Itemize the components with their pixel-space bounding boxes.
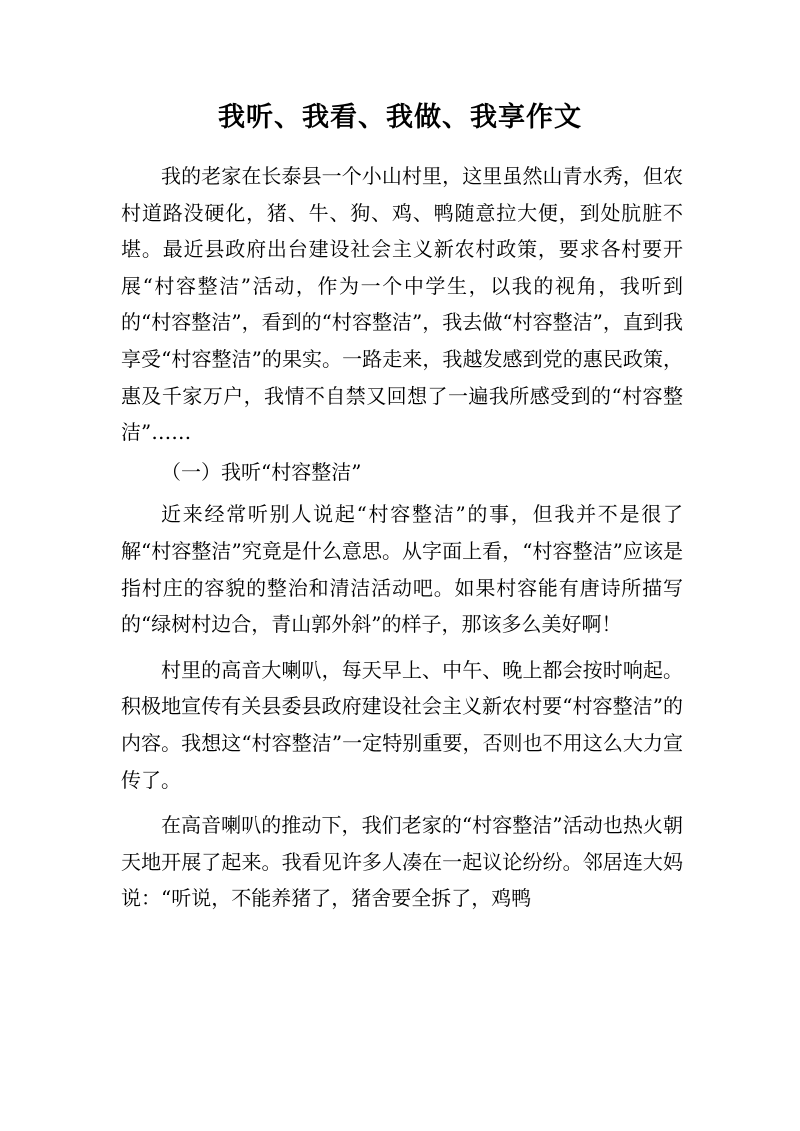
- section-heading: （一）我听“村容整洁”: [161, 459, 362, 484]
- body-paragraph-3: 在高音喇叭的推动下，我们老家的“村容整洁”活动也热火朝天地开展了起来。我看见许多人凑在一起议论纷纷。邻居连大妈说：“听说，不能养猪了，猪舍要全拆了，鸡鸭: [121, 813, 683, 911]
- intro-paragraph: 我的老家在长泰县一个小山村里，这里虽然山青水秀，但农村道路没硬化，猪、牛、狗、鸡、鸭随意拉大便，到处肮脏不堪。最近县政府出台建设社会主义新农村政策，要求各村要开展“村容整洁”活动，作为一个中学生，以我的视角，我听到的“村容整洁”，看到的“村容整洁”，我去做“村容整洁”，直到我享受“村容整洁”的果实。一路走来，我越发感到党的惠民政策，惠及千家万户，我情不自禁又回想了一遍我所感受到的“村容整洁”……: [121, 164, 683, 445]
- document-title: 我听、我看、我做、我享作文: [218, 102, 582, 133]
- body-paragraph-2: 村里的高音大喇叭，每天早上、中午、晚上都会按时响起。积极地宣传有关县委县政府建设社会主义新农村要“村容整洁”的内容。我想这“村容整洁”一定特别重要，否则也不用这么大力宣传了。: [121, 657, 683, 792]
- body-paragraph-1: 近来经常听别人说起“村容整洁”的事，但我并不是很了解“村容整洁”究竟是什么意思。从字面上看，“村容整洁”应该是指村庄的容貌的整治和清洁活动吧。如果村容能有唐诗所描写的“绿树村边合，青山郭外斜”的样子，那该多么美好啊！: [121, 502, 683, 637]
- document-body: [121, 158, 683, 917]
